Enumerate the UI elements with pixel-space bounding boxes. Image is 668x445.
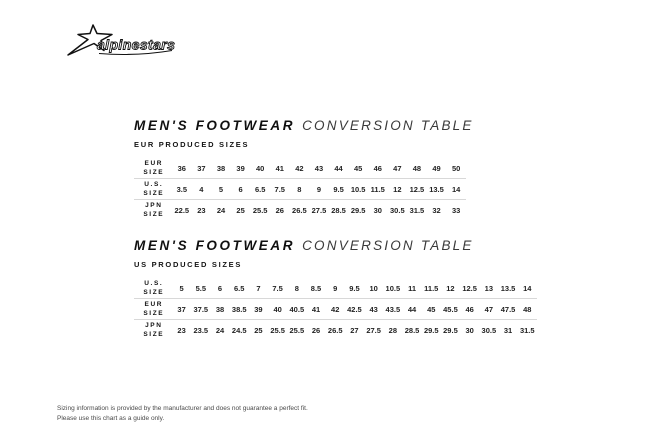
size-cell: 46 — [465, 304, 474, 314]
size-cell: 29.5 — [423, 325, 439, 335]
size-cell: 38 — [215, 304, 225, 314]
row-label: EUR SIZE — [143, 159, 165, 176]
size-cell: 30.5 — [481, 325, 497, 335]
section-title — [134, 117, 474, 135]
size-cell: 26.5 — [327, 325, 343, 335]
size-cell: 29.5 — [350, 205, 366, 215]
table-row — [134, 320, 537, 340]
size-cell: 9 — [316, 184, 322, 194]
size-cell: 13 — [484, 283, 494, 293]
size-cell: 27.5 — [366, 325, 381, 335]
size-cell: 7 — [256, 283, 261, 293]
us-produced-size-table — [134, 278, 537, 340]
title-conversion-table: CONVERSION TABLE — [302, 238, 474, 253]
size-cell: 43.5 — [385, 304, 401, 314]
size-cell: 48 — [412, 163, 422, 173]
title-conversion-table: CONVERSION TABLE — [302, 118, 474, 133]
size-cell: 31.5 — [409, 205, 425, 215]
size-cell: 43 — [314, 163, 324, 173]
size-cell: 45 — [427, 304, 436, 314]
row-label: JPN SIZE — [143, 201, 165, 218]
row-label: U.S. SIZE — [143, 279, 165, 296]
alpinestars-logo-text: alpinestars — [97, 36, 176, 53]
size-cell: 42 — [331, 304, 340, 314]
size-cell: 4 — [199, 184, 204, 194]
size-cell: 25.5 — [252, 205, 268, 215]
us-produced-section — [134, 237, 537, 340]
table-row — [134, 158, 466, 179]
size-cell: 38.5 — [231, 304, 247, 314]
size-cell: 31 — [503, 325, 513, 335]
size-cell: 7.5 — [274, 184, 285, 194]
table-row — [134, 179, 466, 200]
size-cell: 25 — [236, 205, 245, 215]
row-label: U.S. SIZE — [143, 180, 165, 197]
size-cell: 30 — [465, 325, 474, 335]
size-cell: 47 — [484, 304, 494, 314]
size-cell: 44 — [407, 304, 417, 314]
size-cell: 5 — [218, 184, 224, 194]
size-cell: 13.5 — [500, 283, 516, 293]
alpinestars-logo — [66, 22, 178, 64]
size-cell: 32 — [432, 205, 441, 215]
title-mens-footwear: MEN'S FOOTWEAR — [134, 118, 296, 133]
size-cell: 50 — [451, 163, 461, 173]
size-cell: 41 — [275, 163, 284, 173]
size-cell: 41 — [311, 304, 321, 314]
size-cell: 30 — [373, 205, 382, 215]
size-cell: 23 — [197, 205, 206, 215]
size-cell: 25 — [254, 325, 263, 335]
size-cell: 40.5 — [289, 304, 305, 314]
size-cell: 40 — [256, 163, 265, 173]
size-cell: 37 — [177, 304, 186, 314]
size-cell: 9.5 — [333, 184, 344, 194]
size-cell: 9 — [333, 283, 338, 293]
eur-produced-size-table — [134, 158, 466, 220]
size-cell: 26 — [311, 325, 321, 335]
size-cell: 8 — [294, 283, 299, 293]
size-cell: 14 — [523, 283, 532, 293]
size-cell: 36 — [177, 163, 186, 173]
size-cell: 6 — [238, 184, 243, 194]
size-cell: 24 — [215, 325, 225, 335]
size-cell: 47 — [393, 163, 402, 173]
size-cell: 31.5 — [519, 325, 535, 335]
size-cell: 13.5 — [429, 184, 444, 194]
size-cell: 26 — [275, 205, 284, 215]
size-cell: 14 — [451, 184, 461, 194]
size-cell: 24 — [216, 205, 226, 215]
size-cell: 25.5 — [289, 325, 305, 335]
size-cell: 22.5 — [174, 205, 190, 215]
size-cell: 11.5 — [424, 283, 439, 293]
size-cell: 28.5 — [331, 205, 346, 215]
size-cell: 27 — [350, 325, 359, 335]
size-cell: 44 — [334, 163, 343, 173]
sizing-disclaimer — [57, 404, 308, 425]
row-label: JPN SIZE — [143, 321, 165, 338]
size-cell: 10.5 — [350, 184, 366, 194]
section-title — [134, 237, 537, 255]
size-cell: 10 — [369, 283, 378, 293]
size-cell: 12 — [446, 283, 455, 293]
size-cell: 11 — [408, 283, 416, 293]
size-cell: 10.5 — [385, 283, 401, 293]
size-cell: 3.5 — [176, 184, 188, 194]
size-cell: 26.5 — [292, 205, 307, 215]
table-row — [134, 200, 466, 220]
size-cell: 33 — [451, 205, 461, 215]
size-cell: 29.5 — [443, 325, 458, 335]
table-row — [134, 299, 537, 320]
size-cell: 45.5 — [443, 304, 458, 314]
size-cell: 45 — [353, 163, 363, 173]
size-cell: 30.5 — [390, 205, 405, 215]
size-cell: 37 — [197, 163, 206, 173]
size-cell: 8.5 — [310, 283, 322, 293]
alpinestars-logo-graphic — [66, 22, 178, 64]
row-label: EUR SIZE — [143, 300, 165, 317]
size-cell: 37.5 — [193, 304, 209, 314]
size-cell: 23.5 — [193, 325, 209, 335]
size-cell: 6.5 — [233, 283, 245, 293]
disclaimer-line-1: Sizing information is provided by the manufacturer and does not guarantee a perfect fit. — [57, 405, 308, 412]
size-cell: 6 — [217, 283, 223, 293]
eur-produced-caption: EUR PRODUCED SIZES — [134, 140, 250, 149]
size-cell: 38 — [216, 163, 226, 173]
size-cell: 40 — [273, 304, 282, 314]
title-mens-footwear: MEN'S FOOTWEAR — [134, 238, 296, 253]
size-cell: 47.5 — [500, 304, 516, 314]
size-cell: 28.5 — [404, 325, 420, 335]
us-produced-caption: US PRODUCED SIZES — [134, 260, 243, 269]
size-cell: 6.5 — [254, 184, 266, 194]
size-cell: 25.5 — [270, 325, 285, 335]
size-cell: 8 — [297, 184, 302, 194]
size-cell: 24.5 — [231, 325, 247, 335]
table-row — [134, 278, 537, 299]
size-cell: 42.5 — [347, 304, 362, 314]
size-cell: 12.5 — [409, 184, 425, 194]
size-cell: 39 — [254, 304, 263, 314]
size-cell: 11.5 — [370, 184, 385, 194]
size-cell: 28 — [388, 325, 397, 335]
size-cell: 9.5 — [349, 283, 360, 293]
size-cell: 7.5 — [272, 283, 283, 293]
eur-produced-section — [134, 117, 474, 220]
size-cell: 43 — [369, 304, 378, 314]
size-cell: 27.5 — [311, 205, 327, 215]
size-cell: 5.5 — [195, 283, 207, 293]
size-cell: 12 — [393, 184, 402, 194]
size-cell: 39 — [236, 163, 245, 173]
size-cell: 42 — [295, 163, 304, 173]
size-cell: 23 — [177, 325, 186, 335]
size-cell: 48 — [523, 304, 532, 314]
size-cell: 49 — [432, 163, 441, 173]
size-cell: 5 — [179, 283, 184, 293]
size-cell: 46 — [373, 163, 382, 173]
size-cell: 12.5 — [462, 283, 477, 293]
disclaimer-line-2: Please use this chart as a guide only. — [57, 415, 165, 423]
